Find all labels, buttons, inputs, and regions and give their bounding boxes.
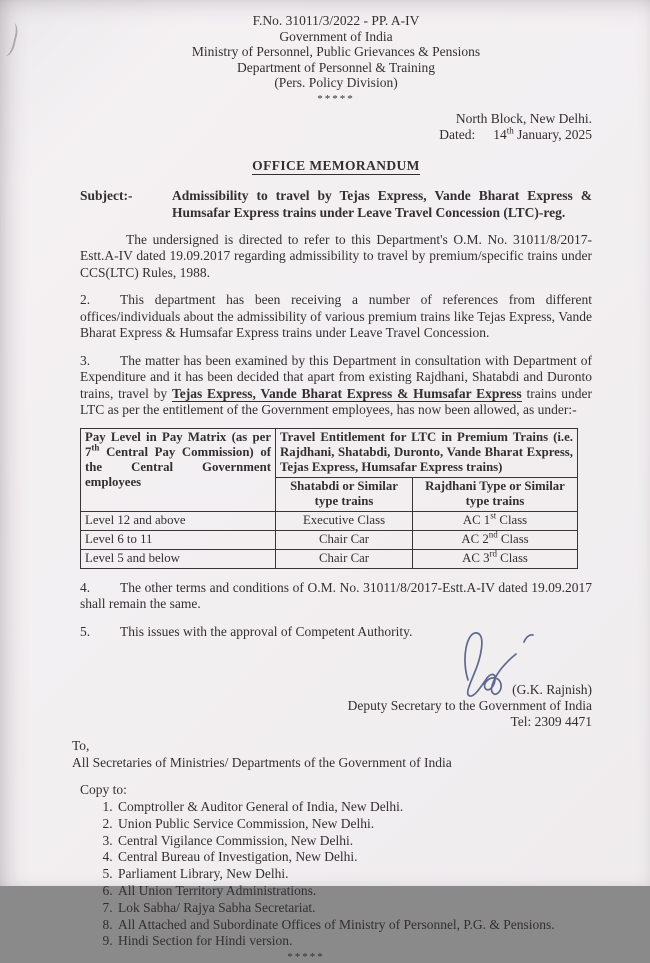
table-header-pay-level: Pay Level in Pay Matrix (as per 7th Central Pay Commission) of the Central Government employees — [81, 428, 276, 511]
list-item: 7. Lok Sabha/ Rajya Sabha Secretariat. — [116, 900, 592, 917]
list-item: 9. Hindi Section for Hindi version. — [116, 933, 592, 950]
copy-to-list — [80, 799, 592, 950]
to-label: To, — [72, 738, 90, 753]
list-item: 3. Central Vigilance Commission, New Delhi. — [116, 833, 592, 850]
paragraph-4 — [80, 580, 592, 613]
signature-block — [80, 644, 592, 728]
scan-artifact — [0, 21, 20, 58]
paragraph-3-emphasized-trains: Tejas Express, Vande Bharat Express & Humsafar Express — [171, 385, 522, 401]
paragraph-4-number: 4. — [80, 579, 91, 595]
addressee-line: All Secretaries of Ministries/ Departments of the Government of India — [72, 755, 452, 770]
cell-level: Level 12 and above — [81, 511, 276, 530]
date-month-year: January, 2025 — [513, 126, 592, 142]
cell-shatabdi-class: Chair Car — [276, 549, 413, 568]
table-subheader-rajdhani: Rajdhani Type or Similar type trains — [413, 477, 578, 511]
subject-block — [80, 187, 592, 221]
signatory-details — [348, 682, 592, 730]
cell-level: Level 6 to 11 — [81, 530, 276, 549]
document-title: OFFICE MEMORANDUM — [252, 157, 420, 173]
table-row — [81, 511, 578, 530]
date-line — [80, 127, 592, 143]
table-row — [81, 549, 578, 568]
org-department: Department of Personnel & Training — [237, 59, 435, 75]
org-ministry: Ministry of Personnel, Public Grievances & Pensions — [191, 44, 481, 59]
paragraph-4-text: The other terms and conditions of O.M. No. 31011/8/2017-Estt.A-IV dated 19.09.2017 shall remain the same. — [80, 579, 592, 611]
place-line: North Block, New Delhi. — [455, 110, 592, 126]
table-header-travel-entitlement: Travel Entitlement for LTC in Premium Trains (i.e. Rajdhani, Shatabdi, Duronto, Vande Bharat Express, Tejas Express, Humsafar Express trains) — [276, 428, 578, 477]
signatory-name: (G.K. Rajnish) — [512, 682, 592, 697]
paragraph-2-number: 2. — [80, 292, 91, 307]
ltc-entitlement-table — [80, 428, 578, 569]
list-item: 1. Comptroller & Auditor General of India, New Delhi. — [116, 799, 592, 816]
separator-stars: ***** — [317, 92, 355, 105]
signatory-phone: Tel: 2309 4471 — [510, 714, 592, 729]
list-item: 2. Union Public Service Commission, New Delhi. — [116, 816, 592, 833]
subject-text: Admissibility to travel by Tejas Express, Vande Bharat Express & Humsafar Express trains under Leave Travel Concession (LTC)-reg. — [172, 187, 592, 220]
table-subheader-shatabdi: Shatabdi or Similar type trains — [276, 477, 413, 511]
table-row — [81, 530, 578, 549]
list-item: 4. Central Bureau of Investigation, New Delhi. — [116, 849, 592, 866]
paragraph-1: The undersigned is directed to refer to this Department's O.M. No. 31011/8/2017-Estt.A-IV dated 19.09.2017 regarding admissibility to travel by premium/specific trains under CCS(LTC) Rules, 1988. — [80, 231, 592, 280]
copy-to-label: Copy to: — [80, 782, 127, 797]
date-day: 14 — [493, 126, 507, 142]
date-day-suffix: th — [506, 125, 514, 135]
subject-label: Subject:- — [80, 187, 133, 203]
cell-shatabdi-class: Chair Car — [276, 530, 413, 549]
paragraph-2 — [80, 292, 592, 342]
place-date-block — [80, 111, 592, 143]
paragraph-5-text: This issues with the approval of Competent Authority. — [120, 623, 413, 639]
org-government: Government of India — [279, 28, 393, 44]
letterhead — [80, 13, 592, 105]
cell-rajdhani-class: AC 3rd Class — [413, 549, 578, 568]
paragraph-3-text-before: The matter has been examined by this Department in consultation with Department of Expenditure and it has been decided that apart from existing Rajdhani, Shatabdi and Duronto trains, travel by — [80, 352, 592, 401]
cell-rajdhani-class: AC 1st Class — [413, 511, 578, 530]
paragraph-2-text: This department has been receiving a number of references from different offices/individuals about the admissibility of various premium trains like Tejas Express, Vande Bharat Express & Humsafar Express trains under Leave Travel Concession. — [80, 292, 592, 340]
dated-label: Dated: — [439, 126, 476, 142]
list-item: 5. Parliament Library, New Delhi. — [116, 866, 592, 883]
paragraph-5-number: 5. — [80, 623, 91, 639]
list-item: 6. All Union Territory Administrations. — [116, 883, 592, 900]
cell-level: Level 5 and below — [81, 549, 276, 568]
file-number: F.No. 31011/3/2022 - PP. A-IV — [252, 13, 420, 28]
list-item: 8. All Attached and Subordinate Offices of Ministry of Personnel, P.G. & Pensions. — [116, 917, 592, 934]
cell-shatabdi-class: Executive Class — [276, 511, 413, 530]
paragraph-3-number: 3. — [80, 352, 91, 368]
addressee-block — [72, 737, 592, 771]
footer-stars: ***** — [287, 951, 325, 963]
paragraph-3-text-after: trains under LTC as per the entitlement of the Government employees, has now been allowed, as under:- — [80, 385, 592, 417]
signatory-designation: Deputy Secretary to the Government of India — [347, 698, 592, 713]
paragraph-3 — [80, 353, 592, 419]
cell-rajdhani-class: AC 2nd Class — [413, 530, 578, 549]
org-division: (Pers. Policy Division) — [274, 75, 398, 90]
copy-to-block — [80, 781, 592, 950]
